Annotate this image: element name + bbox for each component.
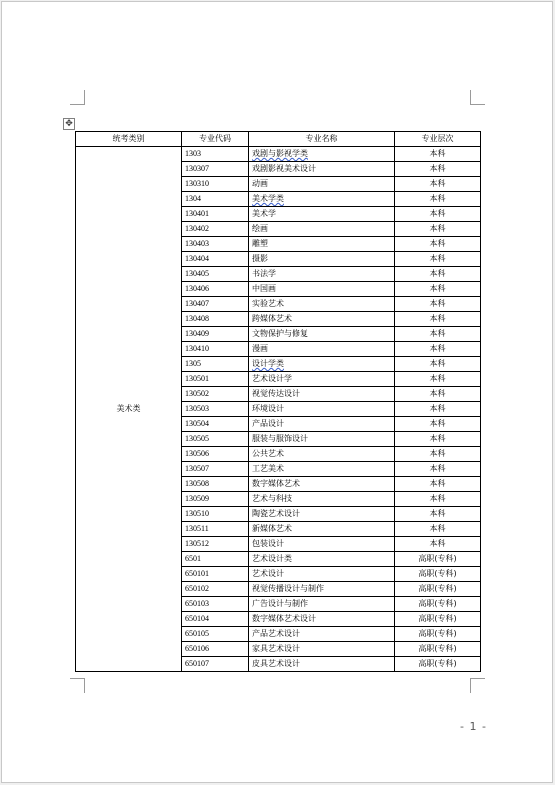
name-cell: [249, 282, 395, 297]
level-cell: 本科: [395, 357, 481, 372]
code-cell: 130406: [182, 282, 249, 297]
level-cell: 本科: [395, 432, 481, 447]
level-cell: 本科: [395, 162, 481, 177]
page-number: - 1 -: [460, 720, 487, 733]
name-cell: [249, 432, 395, 447]
level-cell: 本科: [395, 252, 481, 267]
code-cell: 130403: [182, 237, 249, 252]
level-cell: 本科: [395, 522, 481, 537]
code-cell: 650106: [182, 642, 249, 657]
code-cell: 130307: [182, 162, 249, 177]
level-cell: 本科: [395, 147, 481, 162]
level-cell: 本科: [395, 492, 481, 507]
name-cell: [249, 627, 395, 642]
name-text: 艺术与科技: [252, 494, 292, 503]
code-cell: 130401: [182, 207, 249, 222]
level-cell: 本科: [395, 297, 481, 312]
level-cell: 本科: [395, 237, 481, 252]
name-text: 美术学: [252, 209, 276, 218]
name-text: 实验艺术: [252, 299, 284, 308]
name-cell: [249, 192, 395, 207]
name-cell: [249, 477, 395, 492]
level-cell: 本科: [395, 312, 481, 327]
code-cell: 1304: [182, 192, 249, 207]
name-cell: [249, 312, 395, 327]
level-cell: 本科: [395, 267, 481, 282]
name-cell: [249, 597, 395, 612]
level-cell: 本科: [395, 207, 481, 222]
name-cell: [249, 492, 395, 507]
name-cell: [249, 567, 395, 582]
table-row: [76, 147, 481, 162]
name-cell: [249, 582, 395, 597]
name-cell: [249, 402, 395, 417]
code-cell: 1305: [182, 357, 249, 372]
code-cell: 650102: [182, 582, 249, 597]
code-cell: 130407: [182, 297, 249, 312]
name-text: 视觉传达设计: [252, 389, 300, 398]
name-cell: [249, 372, 395, 387]
code-cell: 130502: [182, 387, 249, 402]
margin-corner-top-right: [470, 90, 485, 105]
name-text: 中国画: [252, 284, 276, 293]
level-cell: 本科: [395, 447, 481, 462]
margin-corner-top-left: [70, 90, 85, 105]
move-handle-icon[interactable]: ✥: [63, 118, 75, 130]
name-cell: [249, 147, 395, 162]
name-cell: [249, 612, 395, 627]
code-cell: 130405: [182, 267, 249, 282]
level-cell: 本科: [395, 327, 481, 342]
code-cell: 130508: [182, 477, 249, 492]
name-text: 陶瓷艺术设计: [252, 509, 300, 518]
level-cell: 高职(专科): [395, 567, 481, 582]
code-cell: 130310: [182, 177, 249, 192]
name-cell: [249, 252, 395, 267]
name-text: 动画: [252, 179, 268, 188]
code-cell: 130511: [182, 522, 249, 537]
name-text: 戏剧与影视学类: [252, 149, 308, 158]
header-level: 专业层次: [395, 132, 481, 147]
name-cell: [249, 657, 395, 672]
code-cell: 130402: [182, 222, 249, 237]
name-cell: [249, 522, 395, 537]
name-cell: [249, 417, 395, 432]
name-cell: [249, 162, 395, 177]
name-cell: [249, 237, 395, 252]
name-text: 包装设计: [252, 539, 284, 548]
name-text: 跨媒体艺术: [252, 314, 292, 323]
level-cell: 本科: [395, 282, 481, 297]
majors-table: [75, 131, 481, 672]
code-cell: 650107: [182, 657, 249, 672]
name-cell: [249, 462, 395, 477]
name-cell: [249, 387, 395, 402]
level-cell: 本科: [395, 192, 481, 207]
name-text: 产品艺术设计: [252, 629, 300, 638]
level-cell: 本科: [395, 342, 481, 357]
name-text: 美术学类: [252, 194, 284, 203]
name-text: 书法学: [252, 269, 276, 278]
name-text: 文物保护与修复: [252, 329, 308, 338]
name-cell: [249, 267, 395, 282]
name-text: 产品设计: [252, 419, 284, 428]
level-cell: 本科: [395, 387, 481, 402]
name-cell: [249, 552, 395, 567]
name-text: 广告设计与制作: [252, 599, 308, 608]
name-cell: [249, 222, 395, 237]
level-cell: 高职(专科): [395, 642, 481, 657]
name-text: 摄影: [252, 254, 268, 263]
name-text: 艺术设计类: [252, 554, 292, 563]
name-cell: [249, 207, 395, 222]
header-code: 专业代码: [182, 132, 249, 147]
name-cell: [249, 642, 395, 657]
code-cell: 130505: [182, 432, 249, 447]
code-cell: 650103: [182, 597, 249, 612]
table-header-row: [76, 132, 481, 147]
name-cell: [249, 297, 395, 312]
name-text: 视觉传播设计与制作: [252, 584, 324, 593]
name-cell: [249, 342, 395, 357]
name-text: 设计学类: [252, 359, 284, 368]
name-cell: [249, 447, 395, 462]
name-cell: [249, 177, 395, 192]
code-cell: 650105: [182, 627, 249, 642]
level-cell: 本科: [395, 402, 481, 417]
name-text: 环境设计: [252, 404, 284, 413]
code-cell: 130509: [182, 492, 249, 507]
code-cell: 130501: [182, 372, 249, 387]
name-text: 漫画: [252, 344, 268, 353]
name-text: 艺术设计学: [252, 374, 292, 383]
name-cell: [249, 357, 395, 372]
name-text: 新媒体艺术: [252, 524, 292, 533]
name-text: 工艺美术: [252, 464, 284, 473]
code-cell: 130408: [182, 312, 249, 327]
code-cell: 650104: [182, 612, 249, 627]
name-cell: [249, 537, 395, 552]
code-cell: 130507: [182, 462, 249, 477]
margin-corner-bottom-right: [470, 678, 485, 693]
level-cell: 本科: [395, 477, 481, 492]
name-text: 皮具艺术设计: [252, 659, 300, 668]
code-cell: 130506: [182, 447, 249, 462]
code-cell: 1303: [182, 147, 249, 162]
level-cell: 高职(专科): [395, 597, 481, 612]
code-cell: 6501: [182, 552, 249, 567]
code-cell: 130404: [182, 252, 249, 267]
name-text: 戏剧影视美术设计: [252, 164, 316, 173]
name-text: 服装与服饰设计: [252, 434, 308, 443]
code-cell: 650101: [182, 567, 249, 582]
name-text: 绘画: [252, 224, 268, 233]
code-cell: 130503: [182, 402, 249, 417]
level-cell: 高职(专科): [395, 627, 481, 642]
name-text: 家具艺术设计: [252, 644, 300, 653]
name-text: 数字媒体艺术: [252, 479, 300, 488]
level-cell: 本科: [395, 222, 481, 237]
name-cell: [249, 327, 395, 342]
level-cell: 高职(专科): [395, 612, 481, 627]
header-name: 专业名称: [249, 132, 395, 147]
code-cell: 130409: [182, 327, 249, 342]
code-cell: 130410: [182, 342, 249, 357]
level-cell: 高职(专科): [395, 582, 481, 597]
name-text: 雕塑: [252, 239, 268, 248]
level-cell: 高职(专科): [395, 657, 481, 672]
level-cell: 本科: [395, 537, 481, 552]
category-cell: 美术类: [76, 147, 182, 672]
code-cell: 130504: [182, 417, 249, 432]
level-cell: 本科: [395, 507, 481, 522]
name-text: 艺术设计: [252, 569, 284, 578]
level-cell: 高职(专科): [395, 552, 481, 567]
code-cell: 130510: [182, 507, 249, 522]
header-category: 统考类别: [76, 132, 182, 147]
level-cell: 本科: [395, 417, 481, 432]
margin-corner-bottom-left: [70, 678, 85, 693]
name-text: 公共艺术: [252, 449, 284, 458]
level-cell: 本科: [395, 372, 481, 387]
level-cell: 本科: [395, 177, 481, 192]
level-cell: 本科: [395, 462, 481, 477]
code-cell: 130512: [182, 537, 249, 552]
name-text: 数字媒体艺术设计: [252, 614, 316, 623]
name-cell: [249, 507, 395, 522]
